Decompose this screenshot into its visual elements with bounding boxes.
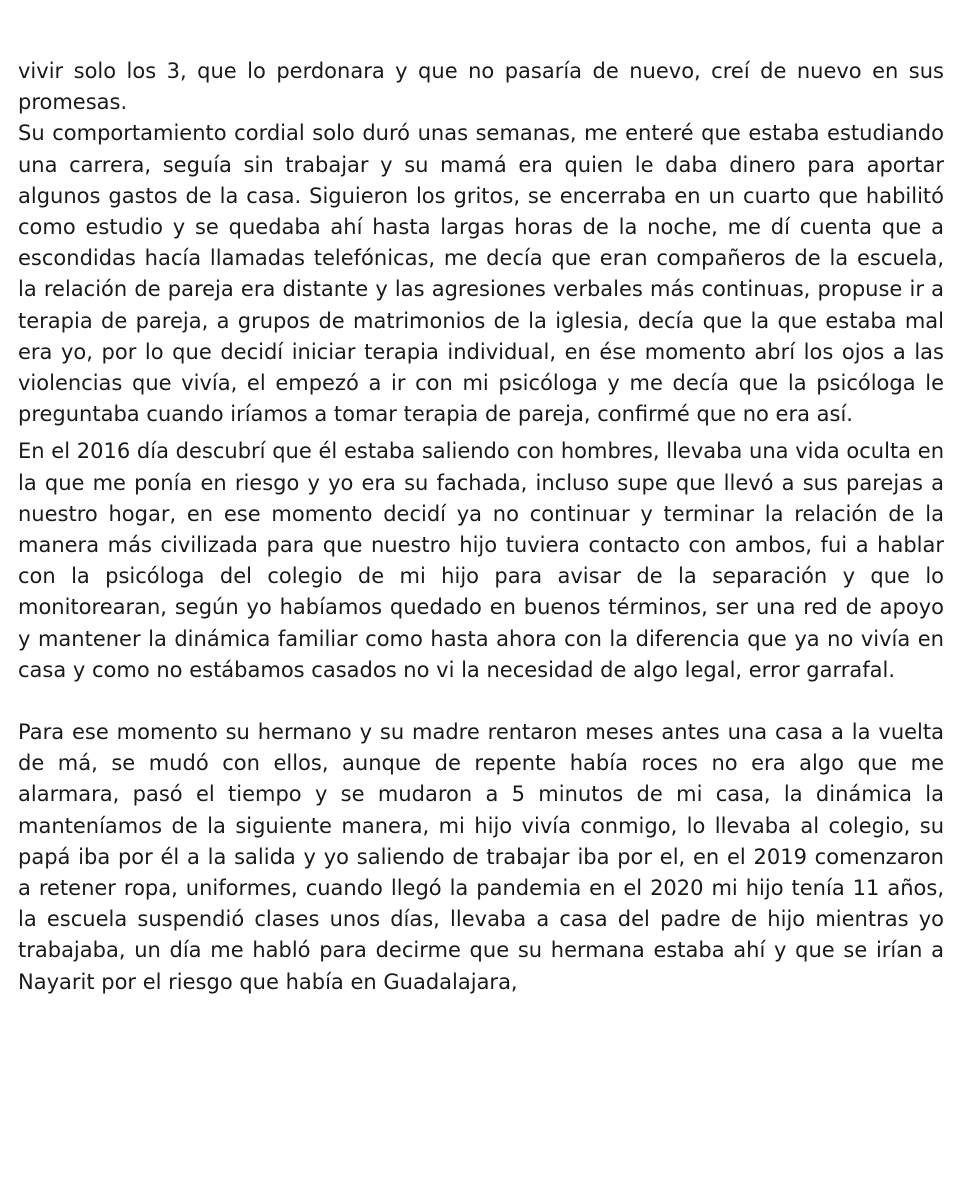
paragraph-4: Para ese momento su hermano y su madre rentaron meses antes una casa a la vuelta de má, se mudó con ellos, aunque de repente había roces no era algo que me alarmara, pasó el tiempo y se mudaron a 5 minutos de mi casa, la dinámica la manteníamos de la siguiente manera, mi hijo vivía conmigo, lo llevaba al colegio, su papá iba por él a la salida y yo saliendo de trabajar iba por el, en el 2019 comenzaron a retener ropa, uniformes, cuando llegó la pandemia en el 2020 mi hijo tenía 11 años, la escuela suspendió clases unos días, llevaba a casa del padre de hijo mientras yo trabajaba, un día me habló para decirme que su hermana estaba ahí y que se irían a Nayarit por el riesgo que había en Guadalajara, [18,720,944,994]
paragraph-1: vivir solo los 3, que lo perdonara y que no pasaría de nuevo, creí de nuevo en sus promesas. [18,59,944,115]
paragraph-2: Su comportamiento cordial solo duró unas semanas, me enteré que estaba estudiando una carrera, seguía sin trabajar y su mamá era quien le daba dinero para aportar algunos gastos de la casa. Siguieron los gritos, se encerraba en un cuarto que habilitó como estudio y se quedaba ahí hasta largas horas de la noche, me dí cuenta que a escondidas hacía llamadas telefónicas, me decía que eran compañeros de la escuela, la relación de pareja era distante y las agresiones verbales más continuas, propuse ir a terapia de pareja, a grupos de matrimonios de la iglesia, decía que la que estaba mal era yo, por lo que decidí iniciar terapia individual, en ése momento abrí los ojos a las violencias que vivía, el empezó a ir con mi psicóloga y me decía que la psicóloga le preguntaba cuando iríamos a tomar terapia de pareja, confirmé que no era así. [18,121,944,427]
document-body [18,56,944,998]
paragraph-3: En el 2016 día descubrí que él estaba saliendo con hombres, llevaba una vida oculta en la que me ponía en riesgo y yo era su fachada, incluso supe que llevó a sus parejas a nuestro hogar, en ese momento decidí ya no continuar y terminar la relación de la manera más civilizada para que nuestro hijo tuviera contacto con ambos, fui a hablar con la psicóloga del colegio de mi hijo para avisar de la separación y que lo monitorearan, según yo habíamos quedado en buenos términos, ser una red de apoyo y mantener la dinámica familiar como hasta ahora con la diferencia que ya no vivía en casa y como no estábamos casados no vi la necesidad de algo legal, error garrafal. [18,439,944,682]
